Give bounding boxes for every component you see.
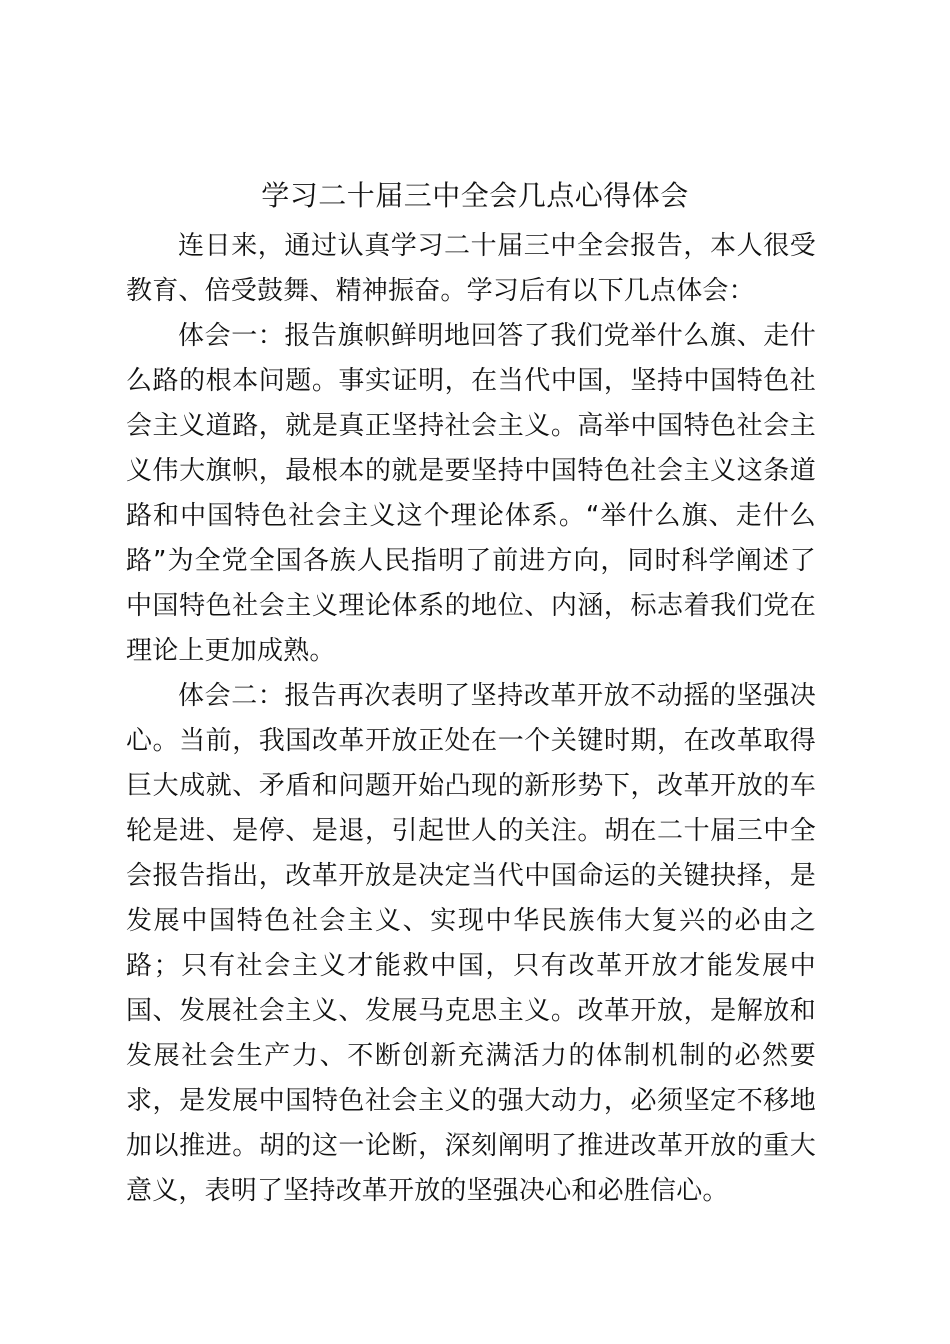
paragraph-insight-two: 体会二：报告再次表明了坚持改革开放不动摇的坚强决心。当前，我国改革开放正处在一个关键时期，在改革取得巨大成就、矛盾和问题开始凸现的新形势下，改革开放的车轮是进、是停、是退，引起世人的关注。胡在二十届三中全会报告指出，改革开放是决定当代中国命运的关键抉择，是发展中国特色社会主义、实现中华民族伟大复兴的必由之路；只有社会主义才能救中国，只有改革开放才能发展中国、发展社会主义、发展马克思主义。改革开放，是解放和发展社会生产力、不断创新充满活力的体制机制的必然要求，是发展中国特色社会主义的强大动力，必须坚定不移地加以推进。胡的这一论断，深刻阐明了推进改革开放的重大意义，表明了坚持改革开放的坚强决心和必胜信心。	[126, 681, 816, 1206]
document-title: 学习二十届三中全会几点心得体会	[261, 179, 689, 212]
paragraph-insight-one: 体会一：报告旗帜鲜明地回答了我们党举什么旗、走什么路的根本问题。事实证明，在当代中国，坚持中国特色社会主义道路，就是真正坚持社会主义。高举中国特色社会主义伟大旗帜，最根本的就是要坚持中国特色社会主义这条道路和中国特色社会主义这个理论体系。“举什么旗、走什么路”为全党全国各族人民指明了前进方向，同时科学阐述了中国特色社会主义理论体系的地位、内涵，标志着我们党在理论上更加成熟。	[126, 321, 816, 666]
paragraph-intro: 连日来，通过认真学习二十届三中全会报告，本人很受教育、倍受鼓舞、精神振奋。学习后有以下几点体会：	[126, 231, 816, 306]
document-body	[126, 224, 816, 1214]
